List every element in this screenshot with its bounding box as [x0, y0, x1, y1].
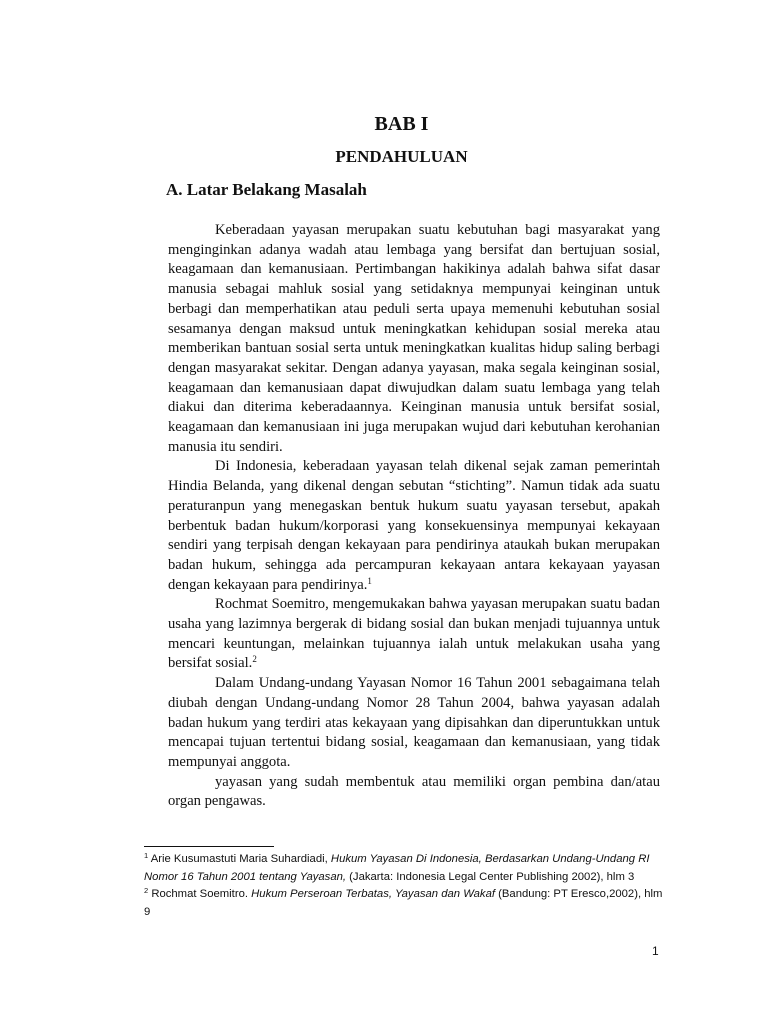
- footnote-separator: [144, 846, 274, 847]
- paragraph: [168, 674, 660, 773]
- footnote-publication: (Jakarta: Indonesia Legal Center Publishing 2002), hlm 3: [346, 870, 635, 883]
- footnote-author: Rochmat Soemitro.: [151, 888, 252, 900]
- chapter-number: BAB I: [374, 113, 429, 135]
- paragraph-text: Keberadaan yayasan merupakan suatu kebutuhan bagi masyarakat yang menginginkan adanya wadah atau lembaga yang bersifat dan bertujuan sosial, keagamaan dan kemanusiaan. Pertimbangan hakikinya adalah bahwa sifat dasar manusia sebagai mahluk sosial yang setidaknya mempunyai keinginan untuk berbagi dan memperhatikan atau peduli serta upaya memenuhi kebutuhan sosial sesamanya dengan maksud untuk meningkatkan kehidupan sosial mereka atau memberikan bantuan sosial serta untuk meningkatkan kualitas hidup saling berbagi dengan masyarakat sekitar. Dengan adanya yayasan, maka segala keinginan sosial, keagamaan dan kemanusiaan dapat diwujudkan dalam suatu lembaga yang telah diakui dan diterima keberadaannya. Keinginan manusia untuk bersifat sosial, keagamaan dan kemanusiaan ini juga merupakan wujud dari kebutuhan kerohanian manusia itu sendiri.: [168, 222, 660, 455]
- footnote-title: Hukum Perseroan Terbatas, Yayasan dan Wakaf: [251, 888, 495, 900]
- paragraph-text: yayasan yang sudah membentuk atau memiliki organ pembina dan/atau organ pengawas.: [168, 773, 660, 810]
- page-number: 1: [652, 944, 659, 958]
- footnote-number: 2: [144, 886, 149, 895]
- paragraph: [168, 773, 660, 812]
- paragraph-text: Rochmat Soemitro, mengemukakan bahwa yayasan merupakan suatu badan usaha yang lazimnya bergerak di bidang sosial dan bukan menjadi tujuannya untuk mencari keuntungan, melainkan tujuannya ialah untuk melakukan usaha yang bersifat sosial.: [168, 596, 660, 672]
- footnote-publication: (Bandung: PT Eresco,2002), hlm 9: [144, 888, 663, 918]
- chapter-title: PENDAHULUAN: [335, 147, 468, 166]
- footnotes: [144, 851, 664, 921]
- footnote: [144, 886, 664, 921]
- footnote: [144, 851, 664, 886]
- paragraph: [168, 221, 660, 457]
- footnote-title: Hukum Yayasan Di Indonesia, Berdasarkan Undang-Undang RI Nomor 16 Tahun 2001 tentang Yayasan,: [144, 853, 650, 883]
- body-text: [168, 221, 660, 812]
- paragraph-text: Di Indonesia, keberadaan yayasan telah dikenal sejak zaman pemerintah Hindia Belanda, yang dikenal dengan sebutan “stichting”. Namun tidak ada suatu peraturanpun yang menegaskan bentuk hukum suatu yayasan tersebut, apakah berbentuk badan hukum/korporasi yang konsekuensinya mempunyai kekayaan sendiri yang terpisah dengan kekayaan para pendirinya ataukah bukan merupakan badan hukum, sehingga ada percampuran kekayaan antara kekayaan yayasan dengan kekayaan para pendirinya.: [168, 458, 660, 593]
- footnote-number: 1: [144, 851, 149, 860]
- footnote-reference: 2: [252, 654, 257, 665]
- footnote-author: Arie Kusumastuti Maria Suhardiadi,: [150, 853, 331, 865]
- paragraph: [168, 457, 660, 595]
- section-heading: A. Latar Belakang Masalah: [166, 180, 367, 199]
- paragraph: [168, 595, 660, 674]
- footnote-reference: 1: [367, 575, 372, 586]
- paragraph-text: Dalam Undang-undang Yayasan Nomor 16 Tahun 2001 sebagaimana telah diubah dengan Undang-undang Nomor 28 Tahun 2004, bahwa yayasan adalah badan hukum yang terdiri atas kekayaan yang dipisahkan dan diperuntukkan untuk mencapai tujuan tertentui bidang sosial, keagamaan dan kemanusiaan, yang tidak mempunyai anggota.: [168, 675, 660, 770]
